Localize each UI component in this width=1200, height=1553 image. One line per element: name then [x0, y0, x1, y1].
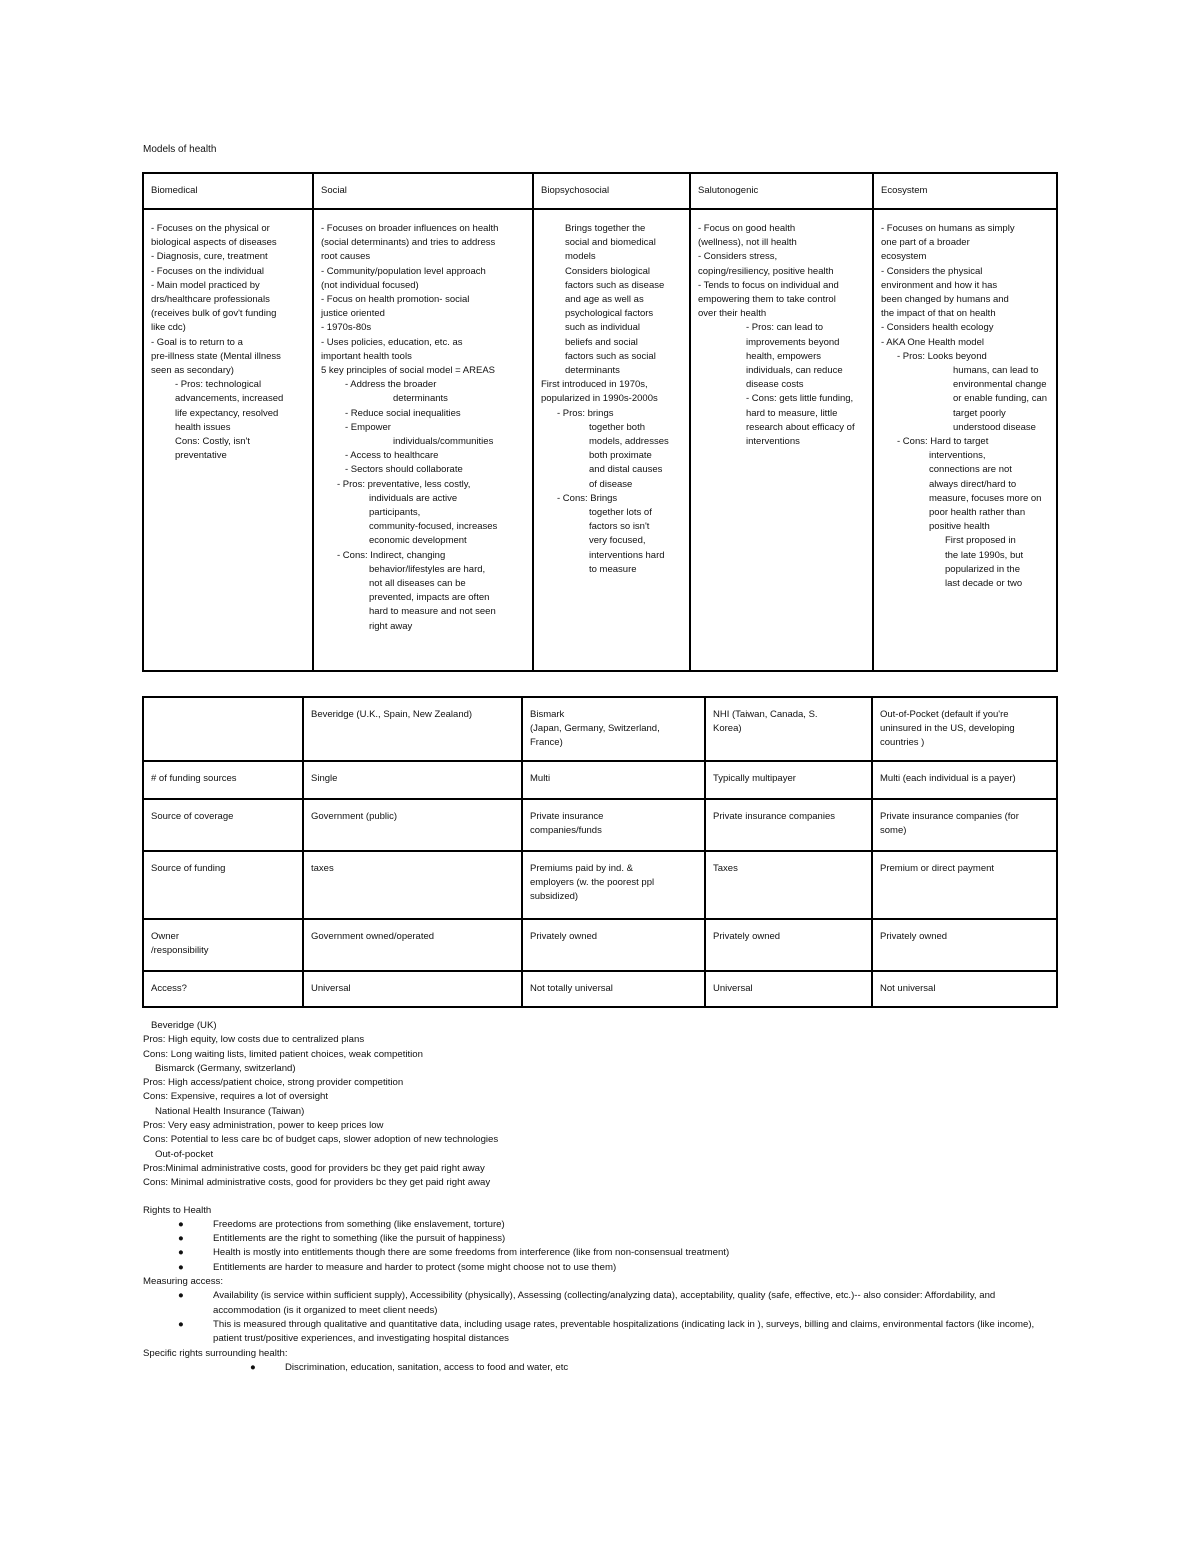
model-line: - Pros: brings: [557, 407, 614, 419]
model-line: to measure: [589, 563, 637, 575]
header-biomedical: Biomedical: [143, 173, 313, 209]
bullet-item: [143, 1361, 1043, 1375]
bullet-icon: ●: [178, 1233, 184, 1245]
model-line: together both: [589, 421, 645, 433]
model-line: - Considers the physical: [881, 265, 983, 277]
note-line: Pros: Very easy administration, power to keep prices low: [143, 1120, 384, 1132]
model-line: ecosystem: [881, 251, 927, 263]
table-cell: Taxes: [705, 851, 872, 919]
cell-salutonogenic: [690, 209, 873, 671]
model-line: environment and how it has: [881, 279, 998, 291]
cell-biopsychosocial: [533, 209, 690, 671]
model-line: - Empower: [345, 421, 391, 433]
bullet-icon: ●: [178, 1218, 184, 1230]
model-line: First proposed in: [945, 535, 1016, 547]
model-line: both proximate: [589, 450, 652, 462]
model-line: Considers biological: [565, 265, 651, 277]
table-cell: Premium or direct payment: [872, 851, 1057, 919]
specific-heading: Specific rights surrounding health:: [143, 1347, 288, 1359]
row-label: Owner /responsibility: [143, 919, 303, 971]
table-cell: Private insurance companies (for some): [872, 799, 1057, 851]
note-line: Bismarck (Germany, switzerland): [155, 1062, 296, 1074]
row-label: # of funding sources: [143, 761, 303, 799]
model-line: and distal causes: [589, 464, 663, 476]
model-line: (not individual focused): [321, 279, 419, 291]
header-ecosystem: Ecosystem: [873, 173, 1057, 209]
model-line: - Pros: Looks beyond: [897, 350, 987, 362]
table-cell: Typically multipayer: [705, 761, 872, 799]
table-cell: Single: [303, 761, 522, 799]
row-label: Access?: [143, 971, 303, 1007]
model-line: - Tends to focus on individual and: [698, 279, 839, 291]
model-line: last decade or two: [945, 578, 1023, 590]
model-line: - Community/population level approach: [321, 265, 486, 277]
model-line: such as individual: [565, 322, 640, 334]
model-line: - AKA One Health model: [881, 336, 984, 348]
model-line: models, addresses: [589, 436, 669, 448]
model-line: understood disease: [953, 421, 1036, 433]
model-line: - Cons: Brings: [557, 492, 618, 504]
model-line: like cdc): [151, 322, 186, 334]
model-line: humans, can lead to: [953, 365, 1039, 377]
note-line: Pros: High equity, low costs due to centralized plans: [143, 1034, 365, 1046]
model-line: poor health rather than: [929, 507, 1026, 519]
bullet-icon: ●: [178, 1290, 184, 1302]
model-line: prevented, impacts are often: [369, 592, 490, 604]
model-line: factors so isn't: [589, 521, 650, 533]
bullet-item: [143, 1232, 1043, 1246]
model-line: - Focuses on humans as simply: [881, 223, 1015, 234]
model-line: together lots of: [589, 507, 652, 519]
note-line: National Health Insurance (Taiwan): [155, 1105, 305, 1117]
model-line: hard to measure, little: [746, 407, 838, 419]
health-systems-table: [142, 696, 1058, 1008]
rights-heading: Rights to Health: [143, 1204, 212, 1216]
model-line: models: [565, 251, 596, 263]
table-cell: Bismark (Japan, Germany, Switzerland, France): [522, 697, 705, 761]
header-social: Social: [313, 173, 533, 209]
model-line: seen as secondary): [151, 365, 234, 377]
model-line: popularized in the: [945, 563, 1020, 575]
systems-row: [143, 761, 1057, 799]
table-cell: Not universal: [872, 971, 1057, 1007]
bullet-text: Availability (is service within sufficient supply), Accessibility (physically), Assessing (collecting/analyzing data), acceptability, quality (safe, effective, etc.)-- also consider: Affordability, and accommodation (is it organized to meet client needs): [213, 1290, 996, 1316]
systems-header-row: [143, 697, 1057, 761]
model-line: individuals are active: [369, 492, 458, 504]
model-line: factors such as social: [565, 350, 656, 362]
model-line: research about efficacy of: [746, 421, 855, 433]
table-cell: Out-of-Pocket (default if you're uninsured in the US, developing countries ): [872, 697, 1057, 761]
bullet-item: [143, 1318, 1043, 1347]
model-line: environmental change: [953, 379, 1047, 391]
model-line: empowering them to take control: [698, 294, 836, 306]
model-line: the late 1990s, but: [945, 549, 1024, 561]
bullet-item: [143, 1218, 1043, 1232]
bullet-icon: ●: [178, 1261, 184, 1273]
model-line: measure, focuses more on: [929, 492, 1042, 504]
model-line: - Sectors should collaborate: [345, 464, 463, 476]
model-line: and age as well as: [565, 294, 644, 306]
table-cell: Government (public): [303, 799, 522, 851]
model-line: Brings together the: [565, 223, 646, 234]
bullet-item: [143, 1289, 1043, 1318]
model-line: beliefs and social: [565, 336, 638, 348]
model-line: hard to measure and not seen: [369, 606, 496, 618]
model-line: preventative: [175, 450, 227, 462]
cell-ecosystem: [873, 209, 1057, 671]
model-line: interventions,: [929, 450, 986, 462]
model-line: interventions hard: [589, 549, 665, 561]
row-label: Source of coverage: [143, 799, 303, 851]
model-line: or enable funding, can: [953, 393, 1048, 405]
model-line: advancements, increased: [175, 393, 284, 405]
bullet-text: Discrimination, education, sanitation, access to food and water, etc: [285, 1361, 569, 1373]
model-line: biological aspects of diseases: [151, 237, 277, 249]
model-line: over their health: [698, 308, 767, 320]
model-line: - Access to healthcare: [345, 450, 439, 462]
table-cell: Privately owned: [522, 919, 705, 971]
table-cell: Privately owned: [705, 919, 872, 971]
model-line: (receives bulk of gov't funding: [151, 308, 277, 320]
model-line: (social determinants) and tries to address: [321, 237, 496, 249]
model-line: connections are not: [929, 464, 1012, 476]
bullet-text: Freedoms are protections from something (like enslavement, torture): [213, 1218, 505, 1230]
model-line: - 1970s-80s: [321, 322, 372, 334]
model-line: health, empowers: [746, 350, 821, 362]
model-line: - Reduce social inequalities: [345, 407, 461, 419]
model-line: popularized in 1990s-2000s: [541, 393, 658, 405]
cell-biomedical: [143, 209, 313, 671]
bullet-text: This is measured through qualitative and quantitative data, including usage rates, preventable hospitalizations (indicating lack in ), surveys, billing and claims, environmental factors (like income), patient trust/positive experiences, and investigating hospital distances: [213, 1318, 1035, 1345]
bullet-text: Health is mostly into entitlements though there are some freedoms from interference (like from non-consensual treatment): [213, 1247, 730, 1259]
model-line: - Focus on good health: [698, 223, 796, 234]
table-cell: Multi: [522, 761, 705, 799]
row-label: [143, 697, 303, 761]
model-line: social and biomedical: [565, 237, 656, 249]
note-line: Pros: High access/patient choice, strong provider competition: [143, 1077, 404, 1089]
model-line: - Focuses on the physical or: [151, 223, 270, 234]
table-cell: Private insurance companies/funds: [522, 799, 705, 851]
header-biopsychosocial: Biopsychosocial: [533, 173, 690, 209]
model-line: community-focused, increases: [369, 521, 498, 533]
note-line: Cons: Expensive, requires a lot of oversight: [143, 1091, 329, 1103]
model-line: (wellness), not ill health: [698, 237, 797, 249]
model-line: - Goal is to return to a: [151, 336, 243, 348]
table-cell: Universal: [705, 971, 872, 1007]
bullet-item: [143, 1261, 1043, 1275]
model-line: Cons: Costly, isn't: [175, 436, 251, 448]
note-line: Out-of-pocket: [155, 1148, 214, 1160]
bullet-text: Entitlements are the right to something (like the pursuit of happiness): [213, 1233, 506, 1245]
table-cell: Not totally universal: [522, 971, 705, 1007]
model-line: life expectancy, resolved: [175, 407, 279, 419]
bullet-icon: ●: [250, 1361, 256, 1373]
model-line: - Focuses on the individual: [151, 265, 265, 277]
model-line: right away: [369, 620, 413, 632]
model-line: health issues: [175, 421, 231, 433]
model-line: - Diagnosis, cure, treatment: [151, 251, 268, 263]
model-line: individuals, can reduce: [746, 365, 843, 377]
note-line: Cons: Long waiting lists, limited patient choices, weak competition: [143, 1048, 423, 1060]
bullet-icon: ●: [178, 1318, 184, 1330]
note-line: Pros:Minimal administrative costs, good for providers bc they get paid right away: [143, 1162, 485, 1174]
bullet-text: Entitlements are harder to measure and harder to protect (some might choose not to use them): [213, 1261, 617, 1273]
model-line: target poorly: [953, 407, 1006, 419]
model-line: - Pros: technological: [175, 379, 262, 391]
model-line: behavior/lifestyles are hard,: [369, 563, 486, 575]
note-line: Beveridge (UK): [151, 1020, 217, 1031]
model-line: economic development: [369, 535, 467, 547]
systems-row: [143, 971, 1057, 1007]
notes-section: [143, 1019, 1043, 1375]
model-line: not all diseases can be: [369, 578, 466, 590]
model-line: pre-illness state (Mental illness: [151, 350, 281, 362]
table-cell: Privately owned: [872, 919, 1057, 971]
models-of-health-table: [142, 172, 1058, 672]
model-line: important health tools: [321, 350, 412, 362]
model-line: improvements beyond: [746, 336, 840, 348]
table-cell: Universal: [303, 971, 522, 1007]
model-line: - Cons: gets little funding,: [746, 393, 854, 405]
table-cell: NHI (Taiwan, Canada, S. Korea): [705, 697, 872, 761]
model-line: - Cons: Hard to target: [897, 436, 989, 448]
model-line: - Cons: Indirect, changing: [337, 549, 446, 561]
model-line: root causes: [321, 251, 371, 263]
model-line: determinants: [565, 365, 620, 377]
page-title: Models of health: [143, 144, 217, 155]
model-line: - Pros: preventative, less costly,: [337, 478, 471, 490]
systems-row: [143, 919, 1057, 971]
model-line: First introduced in 1970s,: [541, 379, 648, 391]
model-line: individuals/communities: [393, 436, 494, 448]
model-line: factors such as disease: [565, 279, 665, 291]
note-line: Cons: Minimal administrative costs, good for providers bc they get paid right away: [143, 1177, 491, 1189]
row-label: Source of funding: [143, 851, 303, 919]
model-line: - Pros: can lead to: [746, 322, 824, 334]
model-line: been changed by humans and: [881, 294, 1009, 306]
model-line: psychological factors: [565, 308, 654, 320]
model-line: always direct/hard to: [929, 478, 1017, 490]
cell-social: [313, 209, 533, 671]
table-cell: Multi (each individual is a payer): [872, 761, 1057, 799]
model-line: the impact of that on health: [881, 308, 996, 320]
measuring-heading: Measuring access:: [143, 1276, 223, 1288]
table-cell: Government owned/operated: [303, 919, 522, 971]
model-line: drs/healthcare professionals: [151, 294, 270, 306]
table-cell: taxes: [303, 851, 522, 919]
model-line: - Focus on health promotion- social: [321, 294, 470, 306]
systems-row: [143, 851, 1057, 919]
model-line: determinants: [393, 393, 448, 405]
bullet-item: [143, 1246, 1043, 1260]
model-line: justice oriented: [321, 308, 385, 320]
model-line: one part of a broader: [881, 237, 970, 249]
table-cell: Premiums paid by ind. & employers (w. the poorest ppl subsidized): [522, 851, 705, 919]
model-line: very focused,: [589, 535, 646, 547]
table-cell: Beveridge (U.K., Spain, New Zealand): [303, 697, 522, 761]
model-line: - Uses policies, education, etc. as: [321, 336, 463, 348]
model-line: disease costs: [746, 379, 804, 391]
model-line: - Considers health ecology: [881, 322, 994, 334]
model-line: - Focuses on broader influences on health: [321, 223, 499, 234]
table-cell: Private insurance companies: [705, 799, 872, 851]
model-line: of disease: [589, 478, 633, 490]
model-line: positive health: [929, 521, 990, 533]
model-line: - Address the broader: [345, 379, 437, 391]
model-line: interventions: [746, 436, 800, 448]
model-line: 5 key principles of social model = AREAS: [321, 365, 495, 377]
systems-row: [143, 799, 1057, 851]
header-salutonogenic: Salutonogenic: [690, 173, 873, 209]
note-line: Cons: Potential to less care bc of budget caps, slower adoption of new technologies: [143, 1134, 499, 1146]
model-line: - Main model practiced by: [151, 279, 260, 291]
model-line: coping/resiliency, positive health: [698, 265, 834, 277]
bullet-icon: ●: [178, 1247, 184, 1259]
model-line: - Considers stress,: [698, 251, 778, 263]
model-line: participants,: [369, 507, 421, 519]
